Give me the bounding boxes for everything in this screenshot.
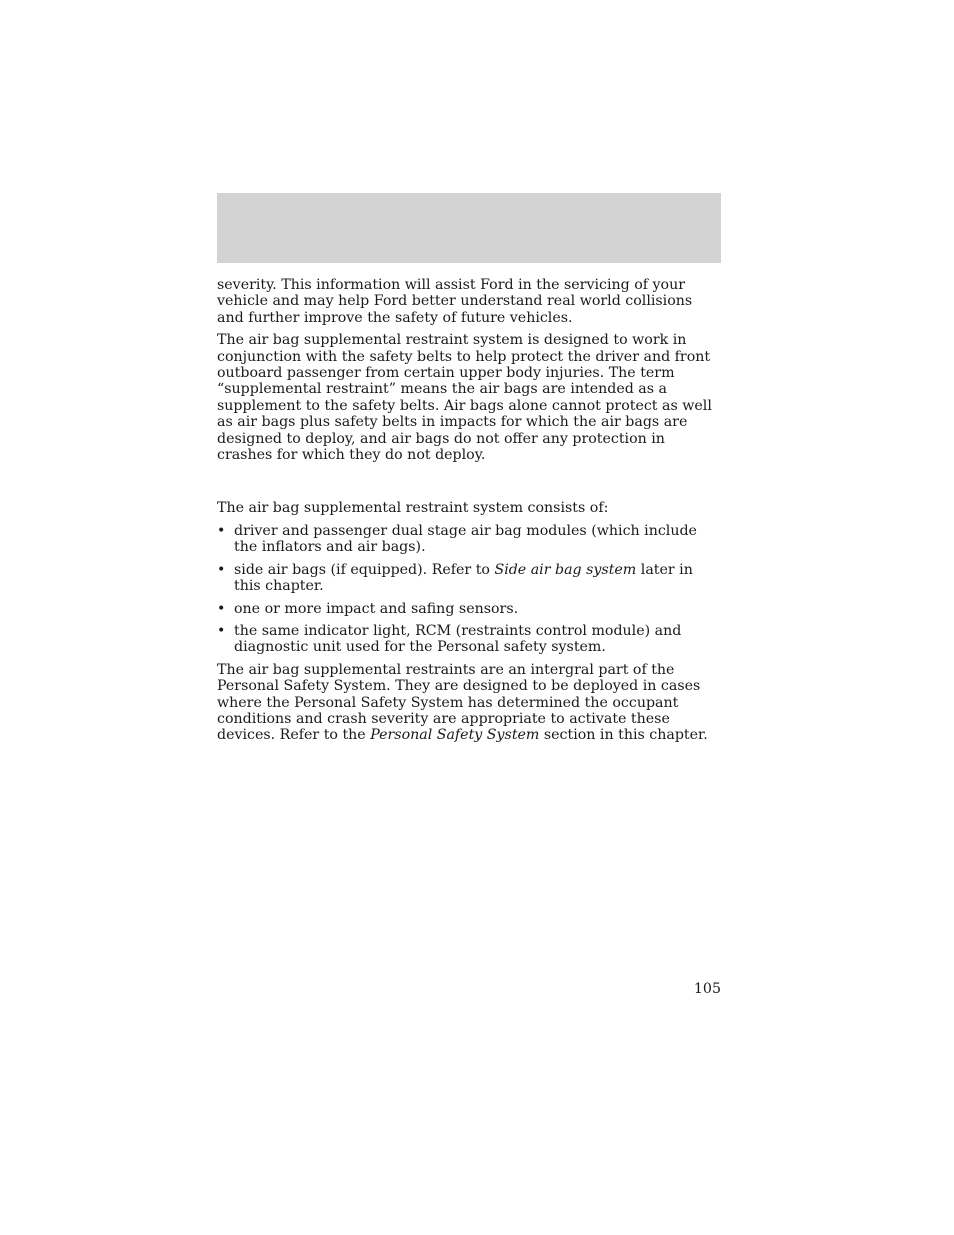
cross-reference-personal-safety-system: Personal Safety System (370, 727, 540, 744)
components-list (217, 523, 721, 656)
list-item-sensors (217, 601, 721, 617)
page-body (217, 277, 721, 750)
paragraph-supplemental-restraint: The air bag supplemental restraint system is designed to work in conjunction with the safety belts to help protect the driver and front outboard passenger from certain upper body injuries. The term “supplemental restraint” means the air bags are intended as a supplement to the safety belts. Air bags alone cannot protect as well as air bags plus safety belts in impacts for which the air bags are designed to deploy, and air bags do not offer any protection in crashes for which they do not deploy. (217, 332, 712, 464)
cross-reference-side-air-bag-system: Side air bag system (494, 561, 637, 578)
closing-text-pre: The air bag supplemental restraints are an intergral part of the Personal Safety System. They are designed to be deployed in cases where the Personal Safety System has determined the occupant conditions and crash severity are appropriate to activate these devices. Refer to the (217, 661, 701, 744)
chapter-header-band (217, 193, 721, 263)
list-item-text-post: later in this chapter. (234, 561, 693, 595)
list-item-text-pre: side air bags (if equipped). Refer to (234, 561, 495, 578)
list-item-text: the same indicator light, RCM (restraints control module) and diagnostic unit used for the Personal safety system. (234, 622, 682, 656)
paragraph-personal-safety-system (217, 662, 721, 744)
closing-text-post: section in this chapter. (539, 727, 708, 744)
list-item-text: driver and passenger dual stage air bag modules (which include the inflators and air bags). (234, 522, 697, 556)
list-item-airbag-modules (217, 523, 721, 556)
paragraph-system-consists: The air bag supplemental restraint system consists of: (217, 500, 609, 517)
list-item-text: one or more impact and safing sensors. (234, 600, 519, 617)
paragraph-severity: severity. This information will assist Ford in the servicing of your vehicle and may help Ford better understand real world collisions and further improve the safety of future vehicles. (217, 277, 693, 326)
list-item-indicator-light (217, 623, 721, 656)
list-item-side-airbags (217, 562, 721, 595)
page-number: 105 (693, 981, 721, 997)
